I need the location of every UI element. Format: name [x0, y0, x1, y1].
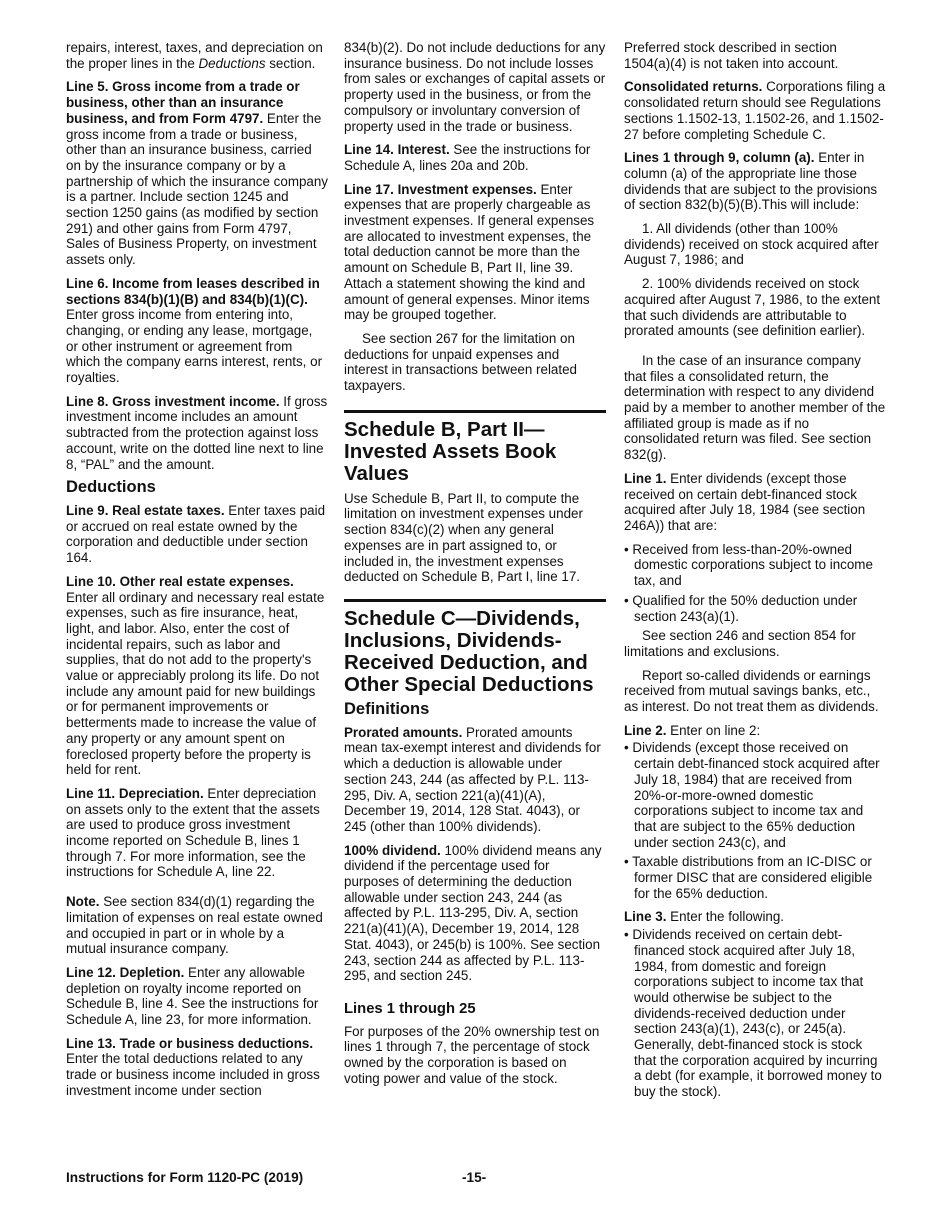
paragraph [344, 331, 606, 394]
column-1 [66, 40, 328, 1107]
text-run: Taxable distributions from an IC-DISC or former DISC that are considered eligible for the 65% deduction. [632, 854, 873, 901]
bold-lead: Line 5. Gross income from a trade or business, other than an insurance business, and from Form 4797. [66, 79, 300, 126]
text-run: Enter the total deductions related to any trade or business income included in gross investment income under section [66, 1051, 320, 1098]
deductions-heading: Deductions [66, 478, 156, 497]
text-run: section. [265, 55, 316, 71]
paragraph [624, 353, 886, 463]
paragraph [344, 843, 606, 984]
bold-lead: Line 6. Income from leases described in sections 834(b)(1)(B) and 834(b)(1)(C). [66, 275, 320, 307]
bold-lead: Note. [66, 894, 100, 910]
footer-form-title: Instructions for Form 1120-PC (2019) [66, 1170, 304, 1185]
text-run: Enter depreciation on assets only to the extent that the assets are used to produce gross investment income reported on Schedule B, lines 1 through 7. For more information, see the instructions for Schedule A, line 22. [66, 785, 320, 880]
text-run: Enter all ordinary and necessary real estate expenses, such as fire insurance, heat, light, and labor. Also, enter the cost of incidental repairs, such as labor and supplies, that do not add to the property's value or appreciably prolong its life. Do not include any amount paid for new buildings or for permanent improvements or betterments made to increase the value of any property or any amount spent on foreclosed property before the property is held for rent. [66, 589, 325, 778]
text-run: Corporations filing a consolidated return should see Regulations sections 1.1502-13, 1.1502-26, and 1.1502-27 before completing Schedule C. [624, 79, 886, 142]
bold-lead: Consolidated returns. [624, 79, 763, 95]
text-run: Dividends received on certain debt-financed stock acquired after July 18, 1984, from domestic and foreign corporations subject to income tax that would otherwise be subject to the dividends-received deduction under section 243(a)(1), 243(c), or 245(a). Generally, debt-financed stock is stock that the corporation acquired by incurring a debt (for example, it borrowed money to buy the stock). [632, 927, 882, 1100]
paragraph [624, 40, 886, 71]
text-run: Enter expenses that are properly chargeable as investment expenses. If general expenses are allocated to investment expenses, the total deduction cannot be more than the amount on Schedule B, Part II, line 39. Attach a statement showing the kind and amount of general expenses. Minor items may be grouped together. [344, 181, 595, 323]
text-run: 1. All dividends (other than 100% dividends) received on stock acquired after August 7, 1986; and [624, 221, 879, 268]
list-item [624, 927, 886, 1100]
definitions-heading: Definitions [344, 699, 430, 718]
paragraph [624, 221, 886, 268]
paragraph [344, 142, 606, 173]
paragraph [344, 182, 606, 323]
bold-lead: Prorated amounts. [344, 724, 463, 740]
bold-lead: Lines 1 through 9, column (a). [624, 150, 815, 166]
bold-lead: Line 10. Other real estate expenses. [66, 573, 294, 589]
text-run: For purposes of the 20% ownership test on lines 1 through 7, the percentage of stock owned by the corporation is based on voting power and value of the stock. [344, 1023, 600, 1086]
paragraph [66, 276, 328, 386]
paragraph [624, 909, 886, 925]
list-item [624, 740, 886, 850]
paragraph [344, 491, 606, 585]
bold-lead: Line 17. Investment expenses. [344, 181, 537, 197]
paragraph [624, 628, 886, 659]
text-run: Enter dividends (except those received on certain debt-financed stock acquired after July 18, 1984 (see section 246A)) that are: [624, 470, 866, 533]
list-item [624, 593, 886, 624]
paragraph [66, 394, 328, 473]
paragraph [624, 150, 886, 213]
list-item [624, 854, 886, 901]
text-run: 834(b)(2). Do not include deductions for any insurance business. Do not include losses from sales or exchanges of capital assets or property used in the business, or from the compulsory or involuntary conversion of property used in the trade or business. [344, 40, 606, 134]
paragraph [66, 786, 328, 880]
note-paragraph [66, 894, 328, 957]
text-run: Prorated amounts mean tax-exempt interest and dividends for which a deduction is allowable under section 243, 244 (as affected by P.L. 113-295, Div. A, section 221(a)(41)(A), December 19, 2014, 128 Stat. 4043), or 245 (other than 100% dividends). [344, 724, 601, 834]
column-2 [344, 40, 606, 1094]
text-run: Enter the gross income from a trade or business, other than an insurance business, carried on by the insurance company or by a partnership of which the insurance company is a partner. Include section 1245 and section 1250 gains (as modified by section 291) and other gains from Form 4797, Sales of Business Property, on investment assets only. [66, 110, 329, 268]
text-run: 2. 100% dividends received on stock acquired after August 7, 1986, to the extent that such dividends are attributable to prorated amounts (see definition earlier). [624, 276, 881, 339]
bold-lead: Line 8. Gross investment income. [66, 393, 280, 409]
text-run: In the case of an insurance company that files a consolidated return, the determination with respect to any dividend paid by a member to another member of the affiliated group is made as if no consolidated return was filed. See section 832(g). [624, 352, 886, 463]
text-run: Received from less-than-20%-owned domestic corporations subject to income tax, and [632, 541, 873, 589]
bold-lead: Line 1. [624, 470, 667, 486]
paragraph [66, 1036, 328, 1099]
bold-lead: Line 2. [624, 722, 667, 738]
lines-1-25-heading: Lines 1 through 25 [344, 1000, 476, 1017]
text-run: Enter taxes paid or accrued on real estate owned by the corporation and deductible under section 164. [66, 502, 326, 566]
text-run: See section 834(d)(1) regarding the limitation of expenses on real estate owned and occupied in part or in whole by a mutual insurance company. [66, 894, 323, 957]
bold-lead: Line 9. Real estate taxes. [66, 502, 225, 518]
page-number: -15- [462, 1170, 487, 1185]
paragraph [66, 965, 328, 1028]
column-3 [624, 40, 886, 1104]
paragraph [66, 40, 328, 71]
bold-lead: Line 3. [624, 909, 667, 925]
list-item [624, 542, 886, 589]
text-run: Enter in column (a) of the appropriate line those dividends that are subject to the provisions of section 832(b)(5)(B).This will include: [624, 150, 878, 213]
paragraph [344, 1024, 606, 1087]
text-run: See the instructions for Schedule A, lines 20a and 20b. [344, 142, 591, 173]
paragraph [344, 40, 606, 134]
text-run: Use Schedule B, Part II, to compute the limitation on investment expenses under section 834(c)(2) when any general expenses are in part assigned to, or included in, the investment expenses deducted on Schedule B, Part I, line 17. [344, 490, 583, 585]
text-run: Enter the following. [666, 909, 785, 925]
paragraph [66, 503, 328, 566]
text-run: Qualified for the 50% deduction under section 243(a)(1). [632, 592, 858, 624]
text-run: Preferred stock described in section 1504(a)(4) is not taken into account. [624, 40, 839, 71]
text-run: If gross investment income includes an amount subtracted from the protection against loss account, write on the dotted line next to line 8, “PAL” and the amount. [66, 393, 328, 472]
paragraph [66, 79, 328, 267]
paragraph [344, 725, 606, 835]
paragraph [66, 574, 328, 778]
text-run: Enter on line 2: [666, 722, 761, 738]
text-run: Report so-called dividends or earnings received from mutual savings banks, etc., as interest. Do not treat them as dividends. [624, 667, 879, 715]
bold-lead: Line 12. Depletion. [66, 964, 185, 980]
paragraph [624, 471, 886, 534]
bold-lead: Line 11. Depreciation. [66, 785, 204, 801]
text-run: See section 267 for the limitation on deductions for unpaid expenses and interest in transactions between related taxpayers. [344, 330, 577, 394]
text-run: See section 246 and section 854 for limitations and exclusions. [624, 628, 856, 659]
bold-lead: Line 14. Interest. [344, 142, 450, 158]
bold-lead: 100% dividend. [344, 842, 441, 858]
text-run: 100% dividend means any dividend if the percentage used for purposes of determining the deduction allowable under section 243, 244 (as affected by P.L. 113-295, Div. A, section 221(a)(41)(A), December 19, 2014, 128 Stat. 4043), or 245(b) is 100%. See section 243, section 244 as affected by P.L. 113-295, and section 245. [344, 842, 602, 984]
text-run: Enter gross income from entering into, changing, or ending any lease, mortgage, or other instrument or agreement from which the company earns interest, rents, or royalties. [66, 307, 323, 386]
paragraph [624, 723, 886, 739]
schedule-b-heading: Schedule B, Part II—Invested Assets Book Values [344, 410, 606, 485]
paragraph [624, 668, 886, 715]
paragraph [624, 276, 886, 339]
paragraph [624, 79, 886, 142]
text-run: Enter any allowable depletion on royalty income reported on Schedule B, line 4. See the instructions for Schedule A, line 23, for more information. [66, 964, 319, 1028]
text-run: Dividends (except those received on certain debt-financed stock acquired after July 18, 1984) that are received from 20%-or-more-owned domestic corporations subject to income tax and that are subject to the 65% deduction under section 243(c), and [632, 740, 880, 850]
bold-lead: Line 13. Trade or business deductions. [66, 1035, 314, 1051]
italic-term: Deductions [198, 55, 266, 71]
text-run: repairs, interest, taxes, and depreciation on the proper lines in the [66, 40, 323, 71]
schedule-c-heading: Schedule C—Dividends, Inclusions, Dividends-Received Deduction, and Other Special Deductions [344, 599, 606, 696]
